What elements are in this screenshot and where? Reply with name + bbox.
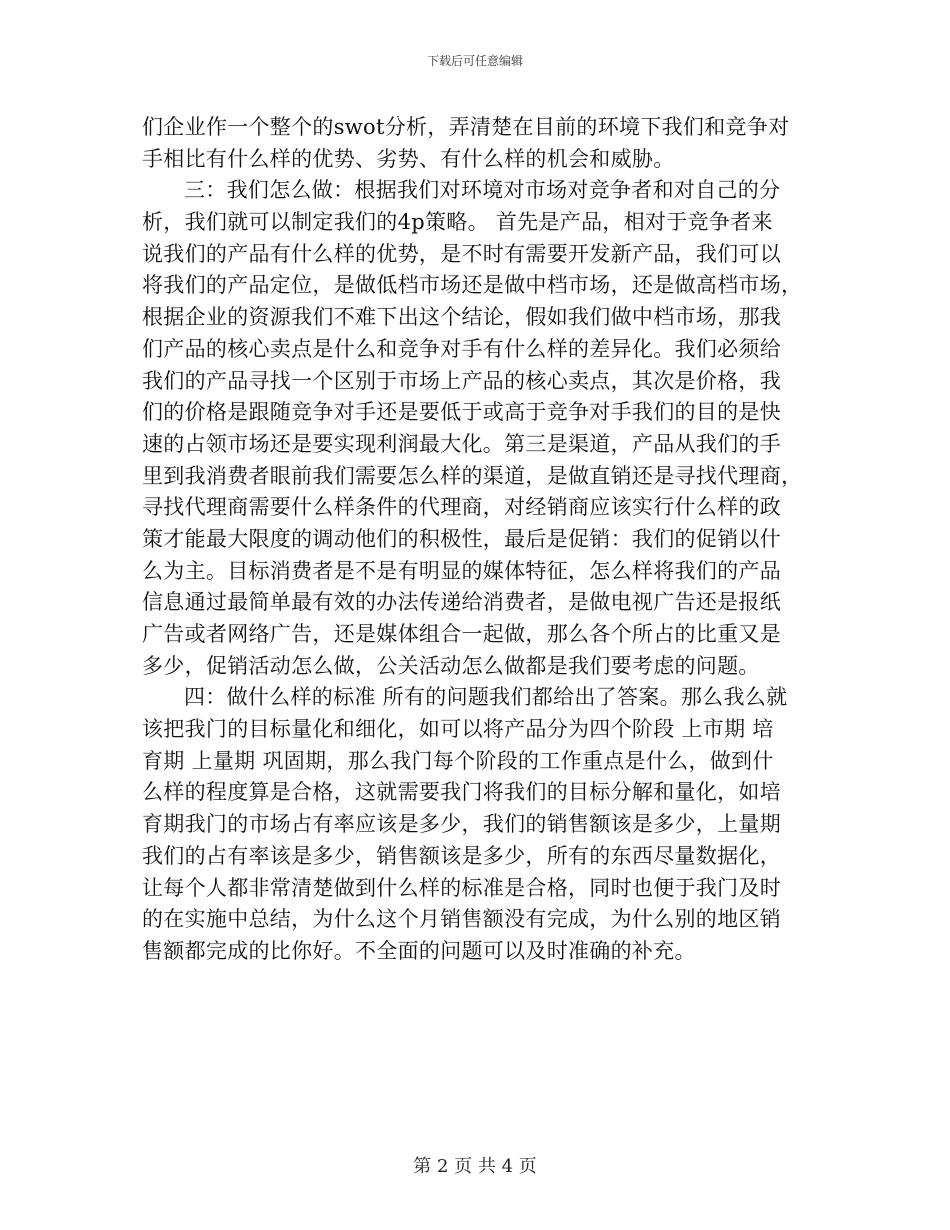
text-line: 根据企业的资源我们不难下出这个结论，假如我们做中档市场，那我 bbox=[142, 305, 781, 330]
page-number-footer: 第 2 页 共 4 页 bbox=[413, 1156, 537, 1177]
text-line: 么样的程度算是合格，这就需要我门将我们的目标分解和量化，如培 bbox=[142, 780, 781, 805]
text-line: 策才能最大限度的调动他们的积极性，最后是促销：我们的促销以什 bbox=[142, 526, 781, 551]
text-line: 我们的占有率该是多少，销售额该是多少，所有的东西尽量数据化， bbox=[142, 843, 781, 868]
text-line: 析，我们就可以制定我们的4p策略。 首先是产品，相对于竞争者来 bbox=[142, 210, 773, 235]
text-line: 说我们的产品有什么样的优势，是不时有需要开发新产品，我们可以 bbox=[142, 241, 781, 266]
text-line: 手相比有什么样的优势、劣势、有什么样的机会和威胁。 bbox=[142, 146, 675, 171]
document-body bbox=[142, 112, 812, 968]
text-line: 速的占领市场还是要实现利润最大化。第三是渠道，产品从我们的手 bbox=[142, 431, 781, 456]
text-line: 该把我门的目标量化和细化，如可以将产品分为四个阶段 上市期 培 bbox=[142, 717, 774, 742]
text-line: 里到我消费者眼前我们需要怎么样的渠道，是做直销还是寻找代理商， bbox=[142, 463, 803, 488]
text-line: 售额都完成的比你好。不全面的问题可以及时准确的补充。 bbox=[142, 938, 696, 963]
text-line: 们企业作一个整个的swot分析，弄清楚在目前的环境下我们和竞争对 bbox=[142, 115, 790, 139]
text-line: 么为主。目标消费者是不是有明显的媒体特征，怎么样将我们的产品 bbox=[142, 558, 781, 583]
text-line: 育期我门的市场占有率应该是多少，我们的销售额该是多少，上量期 bbox=[142, 812, 781, 837]
page-header: 下载后可任意编辑 bbox=[426, 54, 523, 68]
paragraph-start-line: 四：做什么样的标准 所有的问题我们都给出了答案。那么我么就 bbox=[184, 685, 788, 710]
text-line: 寻找代理商需要什么样条件的代理商，对经销商应该实行什么样的政 bbox=[142, 495, 781, 520]
text-line: 广告或者网络广告，还是媒体组合一起做，那么各个所占的比重又是 bbox=[142, 622, 781, 646]
text-line: 育期 上量期 巩固期，那么我门每个阶段的工作重点是什么，做到什 bbox=[142, 748, 774, 773]
text-line: 的在实施中总结，为什么这个月销售额没有完成，为什么别的地区销 bbox=[142, 907, 781, 932]
text-line: 们的价格是跟随竞争对手还是要低于或高于竞争对手我们的目的是快 bbox=[142, 400, 781, 425]
text-line: 多少，促销活动怎么做，公关活动怎么做都是我们要考虑的问题。 bbox=[142, 653, 760, 678]
text-line: 我们的产品寻找一个区别于市场上产品的核心卖点，其次是价格，我 bbox=[142, 368, 781, 393]
text-line: 让每个人都非常清楚做到什么样的标准是合格，同时也便于我门及时 bbox=[142, 875, 781, 900]
text-line: 将我们的产品定位，是做低档市场还是做中档市场，还是做高档市场， bbox=[142, 273, 803, 298]
text-line: 信息通过最简单最有效的办法传递给消费者，是做电视广告还是报纸 bbox=[142, 590, 781, 615]
text-line: 们产品的核心卖点是什么和竞争对手有什么样的差异化。我们必须给 bbox=[142, 336, 781, 361]
paragraph-start-line: 三：我们怎么做：根据我们对环境对市场对竞争者和对自己的分 bbox=[184, 178, 781, 203]
